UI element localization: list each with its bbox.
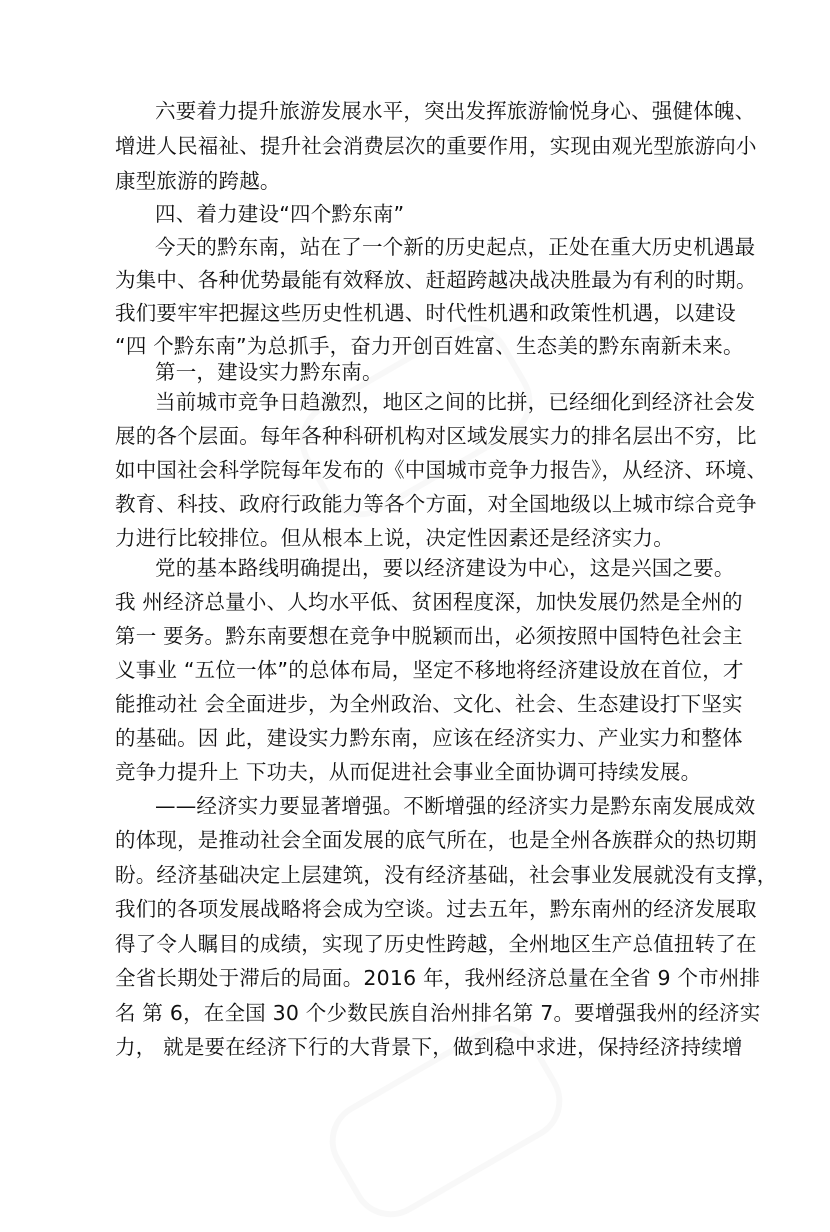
text-line: 盼。经济基础决定上层建筑，没有经济基础，社会事业发展就没有支撑，	[115, 863, 778, 887]
text-line: “四 个黔东南”为总抓手，奋力开创百姓富、生态美的黔东南新未来。	[115, 334, 744, 358]
text-line: 的基础。因 此，建设实力黔东南，应该在经济实力、产业实力和整体	[115, 726, 743, 750]
text-line: 今天的黔东南，站在了一个新的历史起点，正处在重大历史机遇最	[155, 235, 756, 259]
text-line: 的体现，是推动社会全面发展的底气所在，也是全州各族群众的热切期	[115, 828, 757, 852]
text-line: ——经济实力要显著增强。不断增强的经济实力是黔东南发展成效	[155, 794, 756, 818]
text-line: 力进行比较排位。但从根本上说，决定性因素还是经济实力。	[115, 526, 674, 550]
subsection-heading: 第一，建设实力黔东南。	[155, 360, 383, 384]
text-line: 力， 就是要在经济下行的大背景下，做到稳中求进，保持经济持续增	[115, 1035, 743, 1059]
text-line: 如中国社会科学院每年发布的《中国城市竞争力报告》，从经济、环境、	[115, 458, 768, 482]
text-line: 六要着力提升旅游发展水平，突出发挥旅游愉悦身心、强健体魄、	[155, 99, 756, 123]
text-line: 增进人民福祉、提升社会消费层次的重要作用，实现由观光型旅游向小	[115, 134, 757, 158]
text-line: 展的各个层面。每年各种科研机构对区域发展实力的排名层出不穷，比	[115, 424, 757, 448]
text-line: 教育、科技、政府行政能力等各个方面，对全国地级以上城市综合竞争	[115, 492, 757, 516]
text-line: 康型旅游的跨越。	[115, 169, 281, 193]
text-line: 竞争力提升上 下功夫，从而促进社会事业全面协调可持续发展。	[115, 760, 702, 784]
text-line: 我们的各项发展战略将会成为空谈。过去五年，黔东南州的经济发展取	[115, 897, 757, 921]
text-line: 第一 要务。黔东南要想在竞争中脱颖而出，必须按照中国特色社会主	[115, 624, 743, 648]
text-line: 全省长期处于滞后的局面。2016 年，我州经济总量在全省 9 个市州排	[115, 966, 761, 990]
text-line: 我们要牢牢把握这些历史性机遇、时代性机遇和政策性机遇，以建设	[115, 301, 736, 325]
text-line: 义事业 “五位一体”的总体布局，坚定不移地将经济建设放在首位，才	[115, 658, 744, 682]
text-line: 名 第 6，在全国 30 个少数民族自治州排名第 7。要增强我州的经济实	[115, 1001, 761, 1025]
text-line: 当前城市竞争日趋激烈，地区之间的比拼，已经细化到经济社会发	[155, 390, 756, 414]
text-line: 我 州经济总量小、人均水平低、贫困程度深，加快发展仍然是全州的	[115, 590, 743, 614]
text-line: 得了令人瞩目的成绩，实现了历史性跨越，全州地区生产总值扭转了在	[115, 932, 757, 956]
text-line: 党的基本路线明确提出，要以经济建设为中心，这是兴国之要。	[155, 556, 735, 580]
section-heading: 四、着力建设“四个黔东南”	[155, 202, 405, 226]
text-line: 为集中、各种优势最能有效释放、赶超跨越决战决胜最为有利的时期。	[115, 268, 757, 292]
text-line: 能推动社 会全面进步，为全州政治、文化、社会、生态建设打下坚实	[115, 692, 743, 716]
